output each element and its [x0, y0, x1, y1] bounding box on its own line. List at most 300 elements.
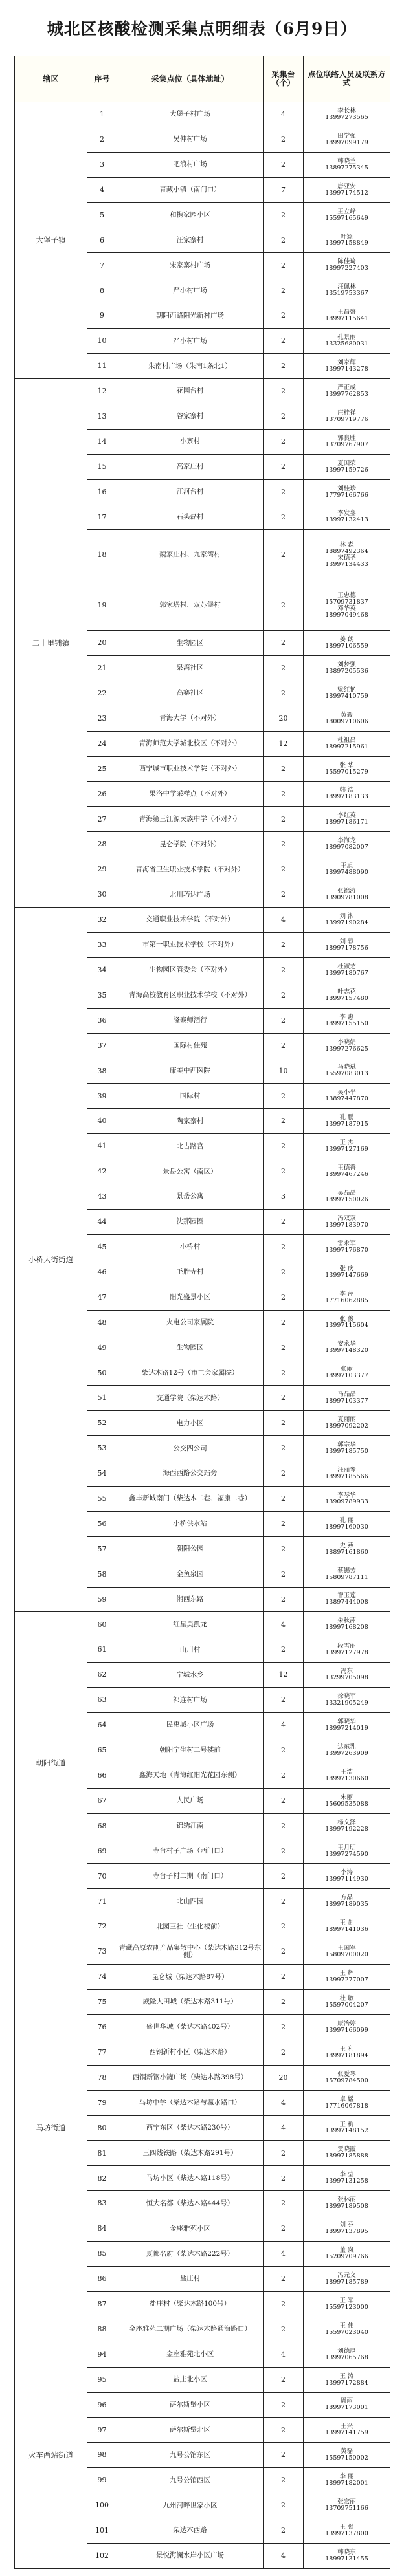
- contact-line: 13997158849: [325, 239, 368, 247]
- row-index: 11: [87, 354, 117, 379]
- point-count: 2: [264, 2166, 304, 2191]
- contact-info: [304, 454, 390, 479]
- contact-line: 13997127978: [325, 1649, 368, 1657]
- site-address: 国际村: [117, 1084, 264, 1109]
- site-address: 威隆大田城（柴达木路311号）: [117, 1990, 264, 2015]
- contact-line: 杜淑芝: [337, 963, 356, 970]
- contact-line: 15597150002: [325, 2454, 368, 2462]
- site-address: 花园台村: [117, 378, 264, 404]
- point-count: 4: [264, 2115, 304, 2141]
- contact-line: 18997157480: [325, 994, 368, 1002]
- point-count: 2: [264, 1637, 304, 1663]
- contact-line: 李晓娟: [337, 1038, 356, 1046]
- contact-line: 18997467246: [325, 1171, 368, 1179]
- row-index: 95: [87, 2367, 117, 2392]
- contact-info: [304, 857, 390, 882]
- row-index: 29: [87, 857, 117, 882]
- point-count: 2: [264, 530, 304, 580]
- contact-line: 王 剑: [339, 1919, 354, 1927]
- contact-info: [304, 354, 390, 379]
- contact-line: 邓华英: [337, 604, 356, 612]
- row-index: 37: [87, 1033, 117, 1058]
- contact-info: [304, 2191, 390, 2216]
- contact-line: 18997192228: [325, 1825, 368, 1833]
- row-index: 57: [87, 1536, 117, 1562]
- row-index: 42: [87, 1159, 117, 1184]
- site-address: 红星美凯龙: [117, 1612, 264, 1637]
- row-index: 81: [87, 2141, 117, 2166]
- point-count: 2: [264, 152, 304, 177]
- row-index: 64: [87, 1713, 117, 1738]
- site-address: 盐庄村（柴达木路100号）: [117, 2291, 264, 2317]
- row-index: 45: [87, 1234, 117, 1260]
- row-index: 100: [87, 2493, 117, 2518]
- table-body: [15, 102, 390, 2569]
- contact-line: 冯元文: [337, 2271, 356, 2279]
- contact-line: 13997148152: [325, 2127, 368, 2135]
- point-count: 2: [264, 2367, 304, 2392]
- point-count: 2: [264, 479, 304, 505]
- table-row: [15, 1612, 390, 1637]
- row-index: 88: [87, 2317, 117, 2342]
- table-row: [15, 908, 390, 933]
- contact-line: 刘 蓉: [339, 937, 354, 945]
- contact-line: 13709767907: [325, 441, 368, 448]
- contact-line: 13997114930: [325, 1875, 368, 1883]
- point-count: 2: [264, 2418, 304, 2443]
- row-index: 62: [87, 1663, 117, 1688]
- point-count: 2: [264, 832, 304, 857]
- contact-info: [304, 228, 390, 253]
- point-count: 2: [264, 1990, 304, 2015]
- header-district: 辖区: [15, 56, 87, 102]
- point-count: 7: [264, 177, 304, 202]
- district-name: 火车西站街道: [15, 2342, 87, 2568]
- contact-line: 李 萍: [339, 1290, 354, 1298]
- point-count: 4: [264, 1713, 304, 1738]
- contact-info: [304, 1285, 390, 1310]
- contact-line: 18997115641: [325, 315, 368, 323]
- site-address: 陶家寨村: [117, 1109, 264, 1134]
- contact-info: [304, 429, 390, 454]
- contact-info: [304, 1738, 390, 1763]
- contact-line: 13997277007: [325, 1976, 368, 1984]
- row-index: 40: [87, 1109, 117, 1134]
- point-count: 2: [264, 1234, 304, 1260]
- contact-info: [304, 681, 390, 706]
- site-address: 西宁东区（柴达木路230号）: [117, 2115, 264, 2141]
- contact-line: 13997273565: [325, 113, 368, 121]
- contact-info: [304, 1436, 390, 1461]
- point-count: 2: [264, 2291, 304, 2317]
- site-address: 三四线铁路（柴达木路291号）: [117, 2141, 264, 2166]
- contact-line: 马晶晶: [337, 1391, 356, 1399]
- contact-line: 刘家辉: [337, 359, 356, 367]
- district-name: 小桥大街街道: [15, 908, 87, 1612]
- contact-info: [304, 1360, 390, 1386]
- contact-info: [304, 957, 390, 983]
- contact-line: 13997141759: [325, 2429, 368, 2437]
- contact-info: [304, 2342, 390, 2367]
- row-index: 74: [87, 1965, 117, 1990]
- row-index: 24: [87, 731, 117, 756]
- site-address: 青海高校教育区职业技术学校（不对外）: [117, 983, 264, 1008]
- contact-line: 18997185566: [325, 1472, 368, 1480]
- site-address: 锦绣江南: [117, 1813, 264, 1839]
- contact-line: 冯双双: [337, 1214, 356, 1222]
- contact-info: [304, 1663, 390, 1688]
- contact-line: 唐亚安: [337, 182, 356, 190]
- contact-line: 13997147669: [325, 1271, 368, 1279]
- site-address: 泉湾社区: [117, 655, 264, 681]
- contact-info: [304, 2242, 390, 2267]
- site-address: 电力小区: [117, 1411, 264, 1436]
- contact-line: 方晶: [340, 1894, 353, 1902]
- contact-info: [304, 505, 390, 530]
- contact-info: [304, 932, 390, 957]
- site-address: 朱南村广场（朱南1条北1）: [117, 354, 264, 379]
- point-count: 2: [264, 781, 304, 807]
- contact-line: 张锦涛: [337, 888, 356, 895]
- site-address: 国际村佳苑: [117, 1033, 264, 1058]
- point-count: 2: [264, 1209, 304, 1234]
- contact-line: 黄毅: [340, 711, 353, 719]
- contact-line: 韩 浩: [339, 787, 354, 794]
- contact-line: 李红英: [337, 812, 356, 820]
- contact-info: [304, 1788, 390, 1813]
- row-index: 87: [87, 2291, 117, 2317]
- site-address: 青海师范大学城北校区（不对外）: [117, 731, 264, 756]
- point-count: 2: [264, 1788, 304, 1813]
- row-index: 23: [87, 706, 117, 731]
- site-address: 西钢新钢小罐广场（柴达木路398号）: [117, 2065, 264, 2090]
- table-row: [15, 1914, 390, 1939]
- contact-info: [304, 1889, 390, 1914]
- site-address: 鑫海天地（青海红阳光花园东侧）: [117, 1763, 264, 1788]
- row-index: 67: [87, 1788, 117, 1813]
- point-count: 2: [264, 253, 304, 278]
- row-index: 71: [87, 1889, 117, 1914]
- point-count: 12: [264, 1663, 304, 1688]
- contact-info: [304, 1713, 390, 1738]
- contact-line: 13997176870: [325, 1246, 368, 1254]
- contact-line: 18997049468: [325, 611, 368, 618]
- point-count: 2: [264, 1688, 304, 1713]
- site-address: 谷家寨村: [117, 404, 264, 429]
- point-count: 2: [264, 1939, 304, 1965]
- contact-info: [304, 1688, 390, 1713]
- row-index: 44: [87, 1209, 117, 1234]
- contact-line: 冯东: [340, 1668, 353, 1675]
- row-index: 43: [87, 1184, 117, 1210]
- point-count: 2: [264, 1839, 304, 1864]
- contact-line: 杜祖昌: [337, 736, 356, 744]
- contact-line: 13997174512: [325, 189, 368, 197]
- contact-info: [304, 479, 390, 505]
- contact-line: 张宏丽: [337, 2498, 356, 2506]
- contact-line: 汪丽琴: [337, 1466, 356, 1474]
- contact-line: 18997168208: [325, 1624, 368, 1632]
- contact-info: [304, 1411, 390, 1436]
- row-index: 4: [87, 177, 117, 202]
- row-index: 60: [87, 1612, 117, 1637]
- site-address: 萨尔斯堡北区: [117, 2418, 264, 2443]
- contact-line: 18997103377: [325, 1397, 368, 1405]
- contact-info: [304, 278, 390, 303]
- point-count: 4: [264, 2543, 304, 2568]
- point-count: 2: [264, 1587, 304, 1612]
- contact-info: [304, 1839, 390, 1864]
- row-index: 98: [87, 2443, 117, 2468]
- site-address: 柴达木西路: [117, 2518, 264, 2544]
- contact-line: 林 森: [339, 541, 354, 549]
- contact-info: [304, 1109, 390, 1134]
- point-count: 2: [264, 1134, 304, 1159]
- contact-line: 张 庆: [339, 1265, 354, 1272]
- row-index: 52: [87, 1411, 117, 1436]
- contact-info: [304, 1990, 390, 2015]
- contact-info: [304, 2065, 390, 2090]
- contact-line: 13997172884: [325, 2379, 368, 2386]
- point-count: 2: [264, 1436, 304, 1461]
- contact-line: 13299705098: [325, 1674, 368, 1682]
- contact-info: [304, 1587, 390, 1612]
- contact-line: 15709731837: [325, 598, 368, 606]
- point-count: 2: [264, 2216, 304, 2242]
- site-address: 昆仑学院（不对外）: [117, 832, 264, 857]
- header-contact: 点位联络人员及联系方式: [304, 56, 390, 102]
- point-count: 2: [264, 454, 304, 479]
- table-row: [15, 102, 390, 127]
- contact-line: 达东乳: [337, 1743, 356, 1751]
- contact-line: 刘 湘: [339, 913, 354, 921]
- contact-line: 18997160030: [325, 1523, 368, 1531]
- contact-line: 郭宗华: [337, 1441, 356, 1449]
- contact-line: 孔 鹏: [339, 1114, 354, 1122]
- contact-info: [304, 2468, 390, 2493]
- row-index: 13: [87, 404, 117, 429]
- contact-line: 张 俊: [339, 1315, 354, 1323]
- contact-line: 王 军: [339, 2297, 354, 2304]
- contact-info: [304, 807, 390, 832]
- site-address: 生物园区: [117, 631, 264, 656]
- contact-line: 18997189508: [325, 2203, 368, 2210]
- district-name: 朝阳街道: [15, 1612, 87, 1914]
- contact-info: [304, 731, 390, 756]
- contact-line: 18997103377: [325, 1372, 368, 1380]
- site-address: 祁连村广场: [117, 1688, 264, 1713]
- contact-info: [304, 706, 390, 731]
- header-site: 采集点位（具体地址）: [117, 56, 264, 102]
- contact-line: 13519753367: [325, 290, 368, 298]
- point-count: 2: [264, 1109, 304, 1134]
- row-index: 51: [87, 1386, 117, 1411]
- contact-line: 王 杰: [339, 1139, 354, 1147]
- contact-line: 13997131258: [325, 2178, 368, 2185]
- contact-info: [304, 530, 390, 580]
- contact-line: 18997092202: [325, 1423, 368, 1430]
- contact-line: 梁红艳: [337, 686, 356, 693]
- contact-line: 13997132413: [325, 516, 368, 524]
- row-index: 68: [87, 1813, 117, 1839]
- contact-info: [304, 2367, 390, 2392]
- contact-line: 18997186171: [325, 818, 368, 826]
- contact-info: [304, 2014, 390, 2040]
- site-address: 汪家寨村: [117, 228, 264, 253]
- contact-line: 13997187915: [325, 1120, 368, 1128]
- point-count: 2: [264, 655, 304, 681]
- row-index: 41: [87, 1134, 117, 1159]
- site-address: 寺台子村二期（南门口）: [117, 1864, 264, 1889]
- contact-line: 雷永军: [337, 1239, 356, 1247]
- site-address: 鑫丰新城南门（柴达木二巷、福康二巷）: [117, 1486, 264, 1511]
- contact-line: 康冶婷: [337, 2020, 356, 2027]
- point-count: 4: [264, 1612, 304, 1637]
- contact-line: 朱秋萍: [337, 1617, 356, 1625]
- row-index: 7: [87, 253, 117, 278]
- row-index: 56: [87, 1511, 117, 1536]
- site-address: 民惠城小区广场: [117, 1713, 264, 1738]
- site-address: 马坊中学（柴达木路与瀛水路口）: [117, 2090, 264, 2115]
- point-count: 2: [264, 2518, 304, 2544]
- contact-info: [304, 1864, 390, 1889]
- contact-line: 王立峰: [337, 208, 356, 215]
- row-index: 58: [87, 1562, 117, 1587]
- point-count: 2: [264, 1008, 304, 1033]
- contact-info: [304, 983, 390, 1008]
- site-address: 市第一职业技术学校（不对外）: [117, 932, 264, 957]
- contact-info: [304, 2040, 390, 2065]
- contact-line: 张爱琴: [337, 2070, 356, 2078]
- point-count: 2: [264, 202, 304, 228]
- row-index: 48: [87, 1310, 117, 1335]
- row-index: 27: [87, 807, 117, 832]
- point-count: 20: [264, 2065, 304, 2090]
- row-index: 22: [87, 681, 117, 706]
- contact-info: [304, 253, 390, 278]
- point-count: 12: [264, 731, 304, 756]
- contact-line: 13997134433: [325, 560, 368, 568]
- contact-line: 史 燕: [339, 1542, 354, 1549]
- contact-line: 王德香: [337, 1164, 356, 1172]
- point-count: 2: [264, 228, 304, 253]
- site-address: 朝阳宁生村二号楼前: [117, 1738, 264, 1763]
- row-index: 82: [87, 2166, 117, 2191]
- site-address: 交通学院（柴达木路）: [117, 1386, 264, 1411]
- site-address: 西钢新村小区（柴达木路）: [117, 2040, 264, 2065]
- row-index: 59: [87, 1587, 117, 1612]
- contact-line: 孔 丽: [339, 1516, 354, 1524]
- point-count: 2: [264, 631, 304, 656]
- site-address: 小寨村: [117, 429, 264, 454]
- point-count: 2: [264, 2191, 304, 2216]
- contact-info: [304, 1184, 390, 1210]
- site-address: 公交四公司: [117, 1436, 264, 1461]
- contact-line: 18997182001: [325, 2480, 368, 2487]
- contact-line: 18997173001: [325, 2404, 368, 2412]
- point-count: 2: [264, 2392, 304, 2418]
- contact-info: [304, 2291, 390, 2317]
- point-count: 2: [264, 505, 304, 530]
- contact-line: 13997127169: [325, 1146, 368, 1153]
- point-count: 2: [264, 1965, 304, 1990]
- sampling-sites-table: [14, 56, 390, 2569]
- contact-line: 13997137800: [325, 2529, 368, 2537]
- site-address: 盐庄北小区: [117, 2367, 264, 2392]
- row-index: 10: [87, 329, 117, 354]
- contact-line: 13909781008: [325, 894, 368, 902]
- site-address: 景悦海澜水岸小区广场: [117, 2543, 264, 2568]
- contact-info: [304, 1058, 390, 1084]
- contact-line: 15809787111: [325, 1573, 368, 1581]
- contact-line: 段雪丽: [337, 1643, 356, 1650]
- site-address: 青藏高原农副产品集散中心（柴达木路312号东侧）: [117, 1939, 264, 1965]
- point-count: 2: [264, 2443, 304, 2468]
- site-address: 宁城水乡: [117, 1663, 264, 1688]
- site-address: 宋家寨村广场: [117, 253, 264, 278]
- point-count: 4: [264, 2090, 304, 2115]
- contact-info: [304, 2518, 390, 2544]
- contact-line: 17716062885: [325, 1296, 368, 1304]
- contact-info: [304, 1335, 390, 1360]
- row-index: 78: [87, 2065, 117, 2090]
- row-index: 70: [87, 1864, 117, 1889]
- contact-line: 董 岚: [339, 2247, 354, 2254]
- point-count: 2: [264, 1914, 304, 1939]
- contact-line: 姜 朗: [339, 636, 354, 644]
- row-index: 79: [87, 2090, 117, 2115]
- site-address: 毛胜寺村: [117, 1260, 264, 1285]
- point-count: 2: [264, 1335, 304, 1360]
- site-address: 阳光盛景小区: [117, 1285, 264, 1310]
- contact-line: 18997488090: [325, 869, 368, 877]
- contact-line: 13997159726: [325, 466, 368, 474]
- row-index: 9: [87, 303, 117, 329]
- site-address: 沈那园圈: [117, 1209, 264, 1234]
- contact-line: 18997130660: [325, 1774, 368, 1782]
- contact-line: 13325680031: [325, 340, 368, 348]
- point-count: 4: [264, 2242, 304, 2267]
- site-address: 萨尔斯堡小区: [117, 2392, 264, 2418]
- contact-line: 13997065768: [325, 2353, 368, 2361]
- site-address: 青海省卫生职业技术学院（不对外）: [117, 857, 264, 882]
- row-index: 16: [87, 479, 117, 505]
- point-count: 2: [264, 1461, 304, 1486]
- contact-line: 18997181894: [325, 2051, 368, 2059]
- contact-line: 18897492364: [325, 547, 368, 555]
- contact-info: [304, 655, 390, 681]
- contact-line: 王月明: [337, 1844, 356, 1851]
- point-count: 2: [264, 404, 304, 429]
- contact-info: [304, 2141, 390, 2166]
- table-row: [15, 2342, 390, 2367]
- site-address: 北川巧达广场: [117, 882, 264, 908]
- contact-info: [304, 1310, 390, 1335]
- site-address: 柴达木路12号（市工会家属院）: [117, 1360, 264, 1386]
- contact-line: 贾晓霞: [337, 2146, 356, 2154]
- contact-info: [304, 1965, 390, 1990]
- contact-info: [304, 1939, 390, 1965]
- contact-line: 13997185750: [325, 1448, 368, 1456]
- contact-info: [304, 1637, 390, 1663]
- point-count: 2: [264, 127, 304, 152]
- point-count: 2: [264, 1159, 304, 1184]
- contact-info: [304, 1562, 390, 1587]
- row-index: 21: [87, 655, 117, 681]
- contact-line: 陈佳琦: [337, 258, 356, 266]
- row-index: 55: [87, 1486, 117, 1511]
- contact-line: 韩晓兰: [337, 157, 356, 165]
